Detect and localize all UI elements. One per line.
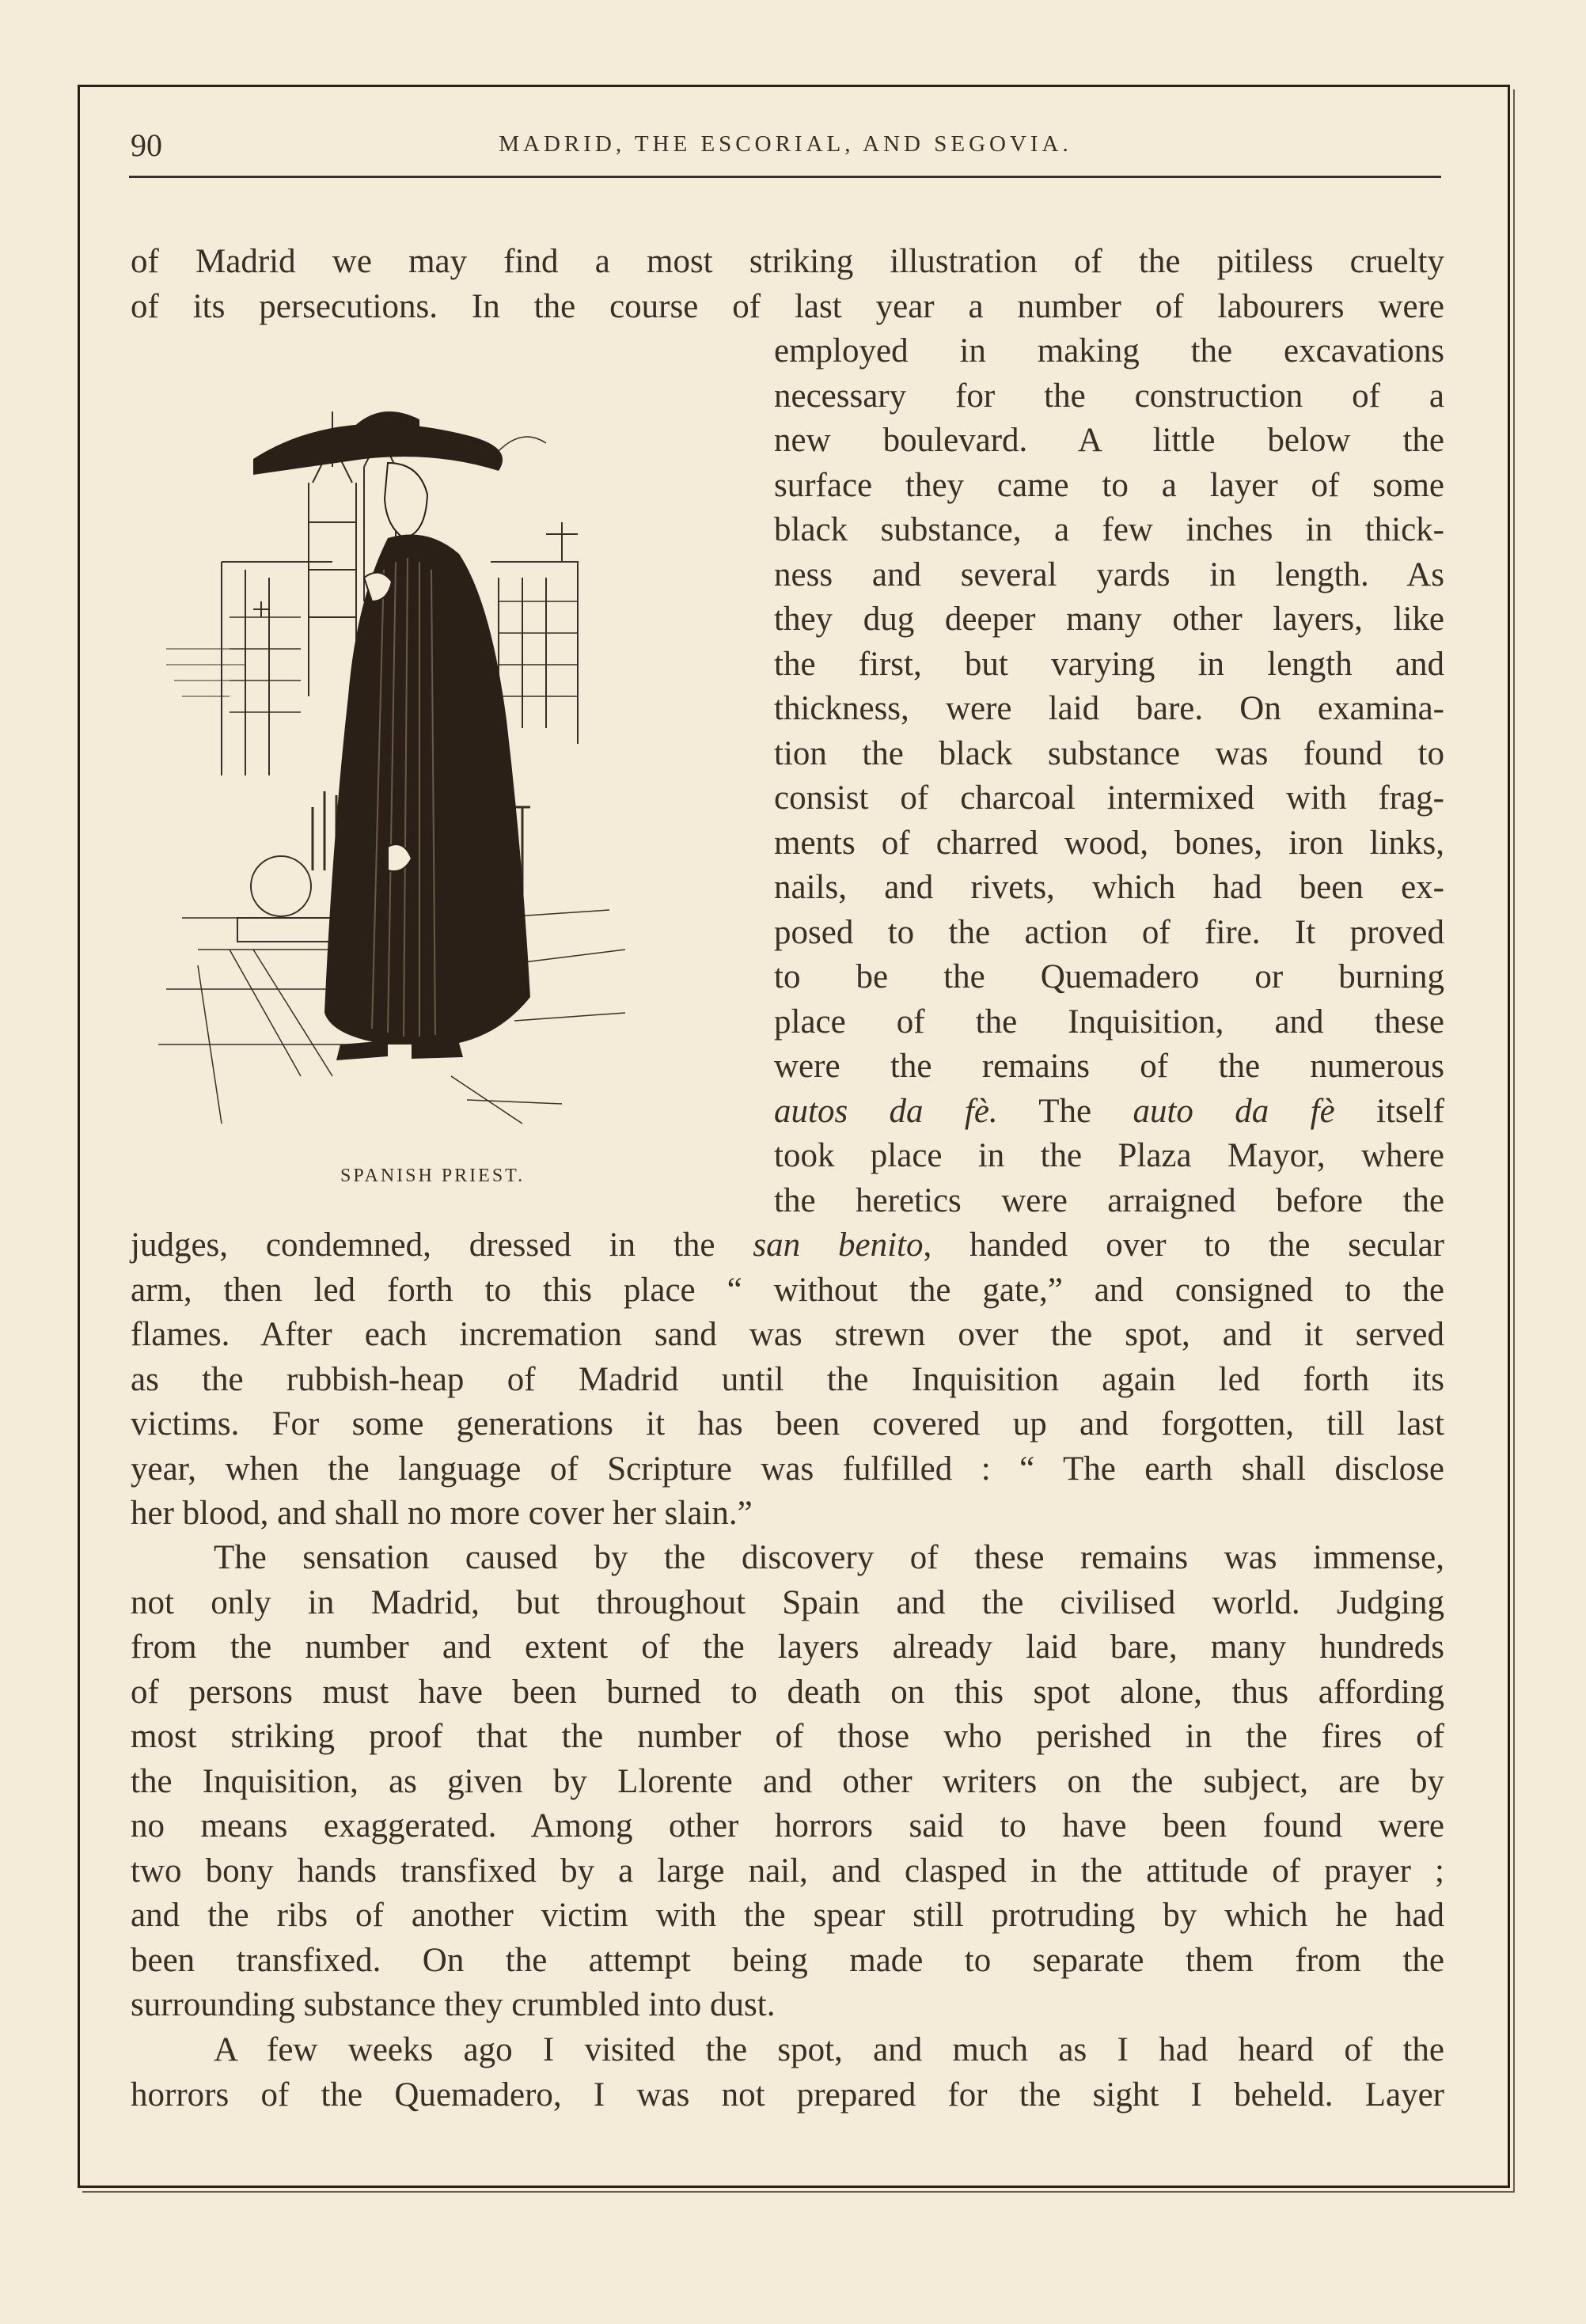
paragraph-3 — [131, 2028, 1444, 2117]
text-line: surrounding substance they crumbled into dust. — [131, 1986, 776, 2023]
text-line: place of the Inquisition, and these — [774, 1003, 1444, 1041]
text-line: as the rubbish-heap of Madrid until the Inquisition again led forth its — [131, 1360, 1444, 1398]
paragraph-1-end — [131, 1223, 1444, 1537]
text-line-san-benito — [131, 1223, 1444, 1268]
text-line: surface they came to a layer of some — [774, 466, 1444, 504]
text-line: took place in the Plaza Mayor, where — [774, 1137, 1444, 1174]
text-fragment: itself — [1334, 1092, 1445, 1130]
text-line: flames. After each incremation sand was strewn over the spot, and it served — [131, 1316, 1444, 1353]
text-line: arm, then led forth to this place “ without the gate,” and consigned to the — [131, 1271, 1444, 1309]
text-line: black substance, a few inches in thick- — [774, 511, 1444, 548]
text-line: no means exaggerated. Among other horrors said to have been found were — [131, 1807, 1444, 1844]
text-line: A few weeks ago I visited the spot, and much as I had heard of the — [214, 2031, 1444, 2068]
text-line: consist of charcoal intermixed with frag- — [774, 779, 1444, 817]
text-line: thickness, were laid bare. On examina- — [774, 690, 1444, 727]
text-fragment: judges, condemned, dressed in the — [131, 1226, 753, 1264]
figure-caption: SPANISH PRIEST. — [340, 1166, 526, 1186]
italic-phrase: auto da fè — [1133, 1092, 1335, 1130]
text-line: the Inquisition, as given by Llorente and other writers on the subject, are by — [131, 1762, 1444, 1800]
italic-phrase: autos da fè. — [774, 1092, 998, 1130]
text-line: new boulevard. A little below the — [774, 422, 1444, 459]
running-head: MADRID, THE ESCORIAL, AND SEGOVIA. — [499, 131, 1072, 157]
italic-phrase: san benito — [753, 1226, 924, 1264]
text-line: her blood, and shall no more cover her slain.” — [131, 1495, 753, 1532]
text-line: from the number and extent of the layers already laid bare, many hundreds — [131, 1628, 1444, 1666]
paragraph-2 — [131, 1536, 1444, 2028]
text-line: ments of charred wood, bones, iron links, — [774, 824, 1444, 862]
text-line: of persons must have been burned to death on this spot alone, thus affording — [131, 1673, 1444, 1711]
text-line: tion the black substance was found to — [774, 734, 1444, 772]
text-line-autos — [774, 1090, 1444, 1135]
text-line: to be the Quemadero or burning — [774, 958, 1444, 995]
text-fragment: , handed over to the secular — [923, 1226, 1445, 1264]
wrapped-text-column — [774, 329, 1444, 1223]
page-number: 90 — [131, 127, 162, 163]
text-line: victims. For some generations it has been covered up and forgotten, till last — [131, 1405, 1444, 1443]
text-line: not only in Madrid, but throughout Spain and the civilised world. Judging — [131, 1583, 1444, 1621]
text-line: ness and several yards in length. As — [774, 555, 1444, 593]
text-line: of its persecutions. In the course of last year a number of labourers were — [131, 287, 1444, 325]
text-line: they dug deeper many other layers, like — [774, 601, 1444, 638]
text-line: the heretics were arraigned before the — [774, 1181, 1444, 1219]
text-line: most striking proof that the number of those who perished in the fires of — [131, 1718, 1444, 1755]
text-line: were the remains of the numerous — [774, 1048, 1444, 1085]
text-line: the first, but varying in length and — [774, 645, 1444, 683]
text-line: nails, and rivets, which had been ex- — [774, 869, 1444, 906]
text-line: been transfixed. On the attempt being made to separate them from the — [131, 1941, 1444, 1979]
text-line: year, when the language of Scripture was fulfilled : “ The earth shall disclose — [131, 1450, 1444, 1488]
text-line: of Madrid we may find a most striking illustration of the pitiless cruelty — [131, 243, 1444, 280]
spanish-priest-illustration — [150, 364, 720, 1139]
text-line: horrors of the Quemadero, I was not prepared for the sight I beheld. Layer — [131, 2076, 1444, 2114]
text-line: necessary for the construction of a — [774, 377, 1444, 415]
page-header — [131, 127, 1440, 174]
text-fragment: The — [997, 1092, 1133, 1130]
text-line: and the ribs of another victim with the spear still protruding by which he had — [131, 1897, 1444, 1934]
text-line: posed to the action of fire. It proved — [774, 913, 1444, 951]
text-line: employed in making the excavations — [774, 332, 1444, 370]
text-line: The sensation caused by the discovery of these remains was immense, — [214, 1539, 1444, 1576]
opening-lines — [131, 240, 1444, 329]
header-rule — [129, 176, 1441, 178]
text-line: two bony hands transfixed by a large nail, and clasped in the attitude of prayer ; — [131, 1852, 1444, 1890]
